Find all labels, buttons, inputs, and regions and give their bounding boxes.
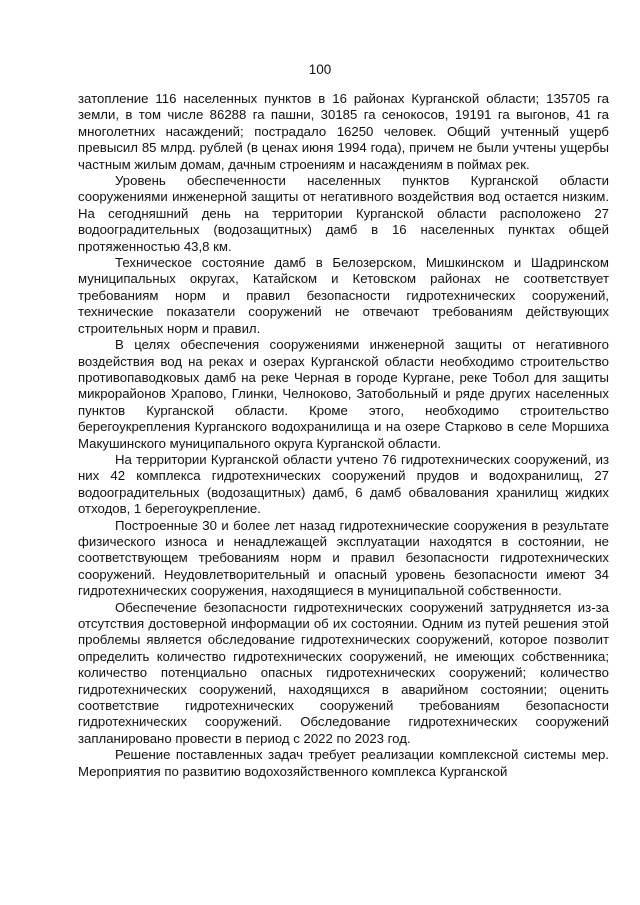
document-body (78, 91, 609, 780)
paragraph-protection-level: Уровень обеспеченности населенных пунктов Курганской области сооружениями инженерной защиты от негативного воздействия вод остается низким. На сегодняшний день на территории Курганской области расположено 27 водооградительных (водозащитных) дамб в 16 населенных пунктах общей протяженностью 43,8 км. (78, 173, 609, 254)
paragraph-dam-condition: Техническое состояние дамб в Белозерском, Мишкинском и Шадринском муниципальных округах, Катайском и Кетовском районах не соответствует требованиям норм и правил безопасности гидротехнических сооружений, технические показатели сооружений не отвечают требованиям действующих строительных норм и правил. (78, 255, 609, 336)
paragraph-construction-needs: В целях обеспечения сооружениями инженерной защиты от негативного воздействия вод на реках и озерах Курганской области необходимо строительство противопаводковых дамб на реке Черная в городе Кургане, реке Тобол для защиты микрорайонов Храпово, Глинки, Челноково, Затобольный и ряде других населенных пунктов Курганской области. Кроме этого, необходимо строительство берегоукрепления Курганского водохранилища и на озере Старково в селе Моршиха Макушинского муниципального округа Курганской области. (78, 337, 609, 451)
paragraph-safety-inspection: Обеспечение безопасности гидротехнических сооружений затрудняется из-за отсутствия достоверной информации об их состоянии. Одним из путей решения этой проблемы является обследование гидротехнических сооружений, которое позволит определить количество гидротехнических сооружений, не имеющих собственника; количество потенциально опасных гидротехнических сооружений; количество гидротехнических сооружений, находящихся в аварийном состоянии; оценить соответствие гидротехнических сооружений требованиям безопасности гидротехнических сооружений. Обследование гидротехнических сооружений запланировано провести в период с 2022 по 2023 год. (78, 599, 609, 746)
paragraph-flood-damage: затопление 116 населенных пунктов в 16 районах Курганской области; 135705 га земли, в том числе 86288 га пашни, 30185 га сенокосов, 19191 га выгонов, 41 га многолетних насаждений; пострадало 16250 человек. Общий учтенный ущерб превысил 85 млрд. рублей (в ценах июня 1994 года), причем не были учтены ущербы частным жилым домам, дачным строениям и насаждениям в поймах рек. (78, 91, 609, 172)
page-number: 100 (308, 62, 332, 77)
paragraph-structure-count: На территории Курганской области учтено 76 гидротехнических сооружений, из них 42 комплекса гидротехнических сооружений прудов и водохранилищ, 27 водооградительных (водозащитных) дамб, 6 дамб обвалования хранилищ жидких отходов, 1 берегоукрепление. (78, 451, 609, 517)
paragraph-wear-and-tear: Построенные 30 и более лет назад гидротехнические сооружения в результате физического износа и ненадлежащей эксплуатации находятся в состоянии, не соответствующем требованиям норм и правил безопасности гидротехнических сооружений. Неудовлетворительный и опасный уровень безопасности имеют 34 гидротехнических сооружения, находящиеся в муниципальной собственности. (78, 517, 609, 599)
paragraph-comprehensive-measures: Решение поставленных задач требует реализации комплексной системы мер. Мероприятия по развитию водохозяйственного комплекса Курганской (78, 747, 609, 779)
